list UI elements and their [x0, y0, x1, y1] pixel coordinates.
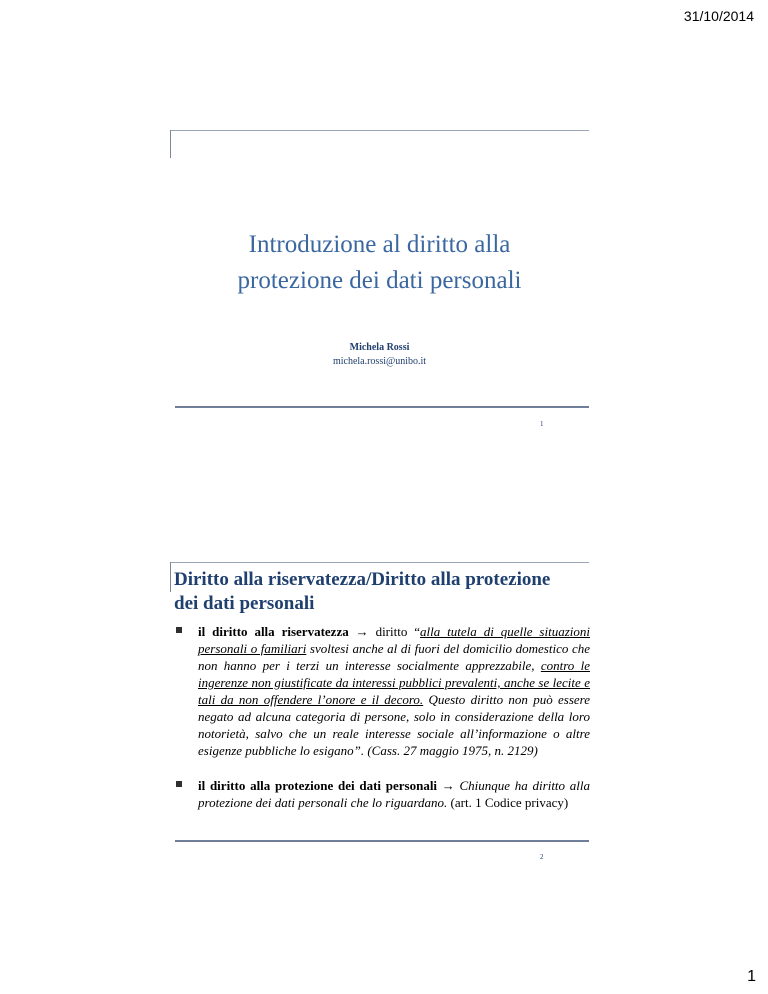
slide-top-rule	[170, 130, 589, 131]
bullet-text-prefix: diritto “	[375, 624, 421, 639]
slide-title	[170, 227, 589, 300]
page-number: 1	[747, 968, 756, 985]
slide-left-accent	[170, 130, 171, 158]
slide-title	[174, 568, 594, 616]
author-name: Michela Rossi	[349, 342, 410, 353]
slide-title-line-1: Introduzione al diritto alla	[248, 231, 511, 258]
slide-bottom-rule	[175, 406, 589, 408]
underlined-quote-2: contro le ingerenze non giustificate da interessi pubblici prevalenti, anche se lecite e tali da non offendere l’onore e il decoro.	[198, 658, 590, 707]
quote-mid-1: svoltesi anche al di fuori del domicilio domestico che non hanno per i terzi un interesse socialmente apprezzabile,	[198, 641, 591, 673]
bullet-lead: il diritto alla protezione dei dati personali	[198, 778, 438, 793]
slide-number: 1	[540, 420, 544, 428]
arrow-icon: →	[355, 624, 369, 639]
slide-title-line-2: protezione dei dati personali	[237, 267, 522, 295]
bullet-lead: il diritto alla riservatezza	[198, 624, 349, 639]
square-bullet-icon	[176, 627, 182, 633]
slide-top-rule	[170, 562, 589, 563]
author-email: michela.rossi@unibo.it	[332, 356, 427, 367]
slide-title-line-2: dei dati personali	[174, 593, 315, 614]
underlined-quote-1: alla tutela di quelle situazioni personali o familiari	[198, 624, 590, 656]
slide-bullet-list	[176, 623, 590, 829]
bullet-italic-text: Chiunque ha diritto alla protezione dei dati personali che lo riguardano.	[198, 778, 590, 810]
bullet-riservatezza	[176, 623, 590, 759]
bullet-protezione-dati	[176, 777, 590, 811]
arrow-icon: →	[441, 778, 455, 793]
slide-number: 2	[540, 853, 544, 861]
quote-mid-2: Questo diritto non può essere negato ad alcuna categoria di persone, solo in considerazione della loro notorietà, salvo che un reale interesse sociale all’informazione o altre esigenze pubbliche lo esigano”. (Cass. 27 maggio 1975, n. 2129)	[198, 692, 590, 758]
slide-bottom-rule	[175, 840, 589, 842]
page-date: 31/10/2014	[683, 8, 754, 24]
author-block	[170, 341, 589, 369]
square-bullet-icon	[176, 781, 182, 787]
slide-left-accent	[170, 562, 171, 592]
slide-title-line-1: Diritto alla riservatezza/Diritto alla protezione	[174, 569, 551, 590]
bullet-suffix: (art. 1 Codice privacy)	[447, 795, 569, 810]
